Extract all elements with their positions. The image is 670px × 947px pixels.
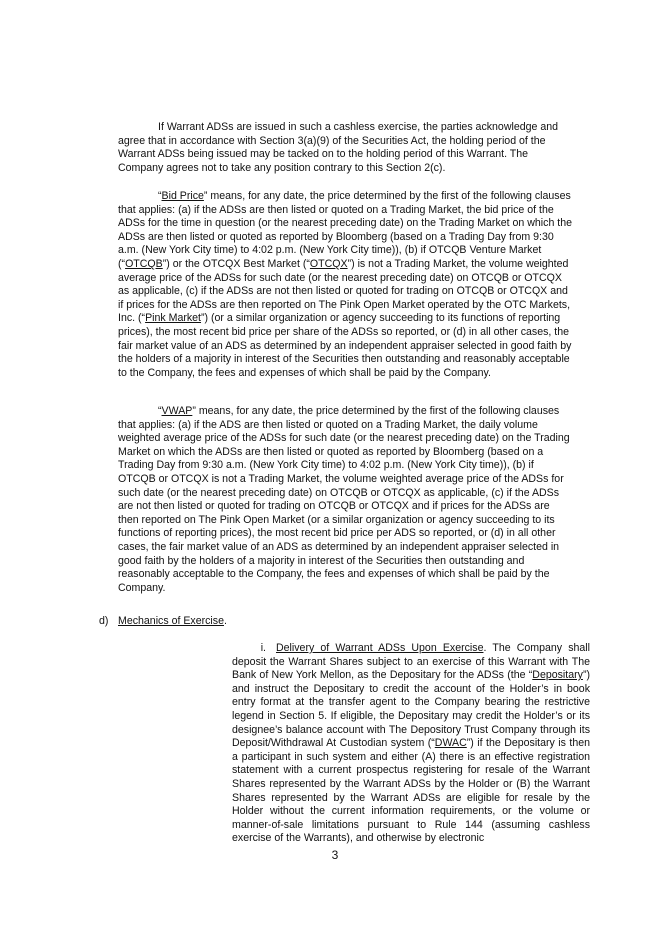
pink-market-term: Pink Market xyxy=(145,312,202,325)
subsection-i-title: Delivery of Warrant ADSs Upon Exercise xyxy=(276,642,484,654)
dwac-term: DWAC xyxy=(434,737,467,750)
paragraph-vwap-definition: “VWAP” means, for any date, the price determined by the first of the following clauses that applies: (a) if the ADS are then listed or quoted on a Trading Market, the daily volume weighted average price of the ADSs for such date (or the nearest preceding date) on the Trading Market on which the ADSs are then listed or quoted as reported by Bloomberg (based on a Trading Day from 9:30 a.m. (New York City time) to 4:02 p.m. (New York City time)), (b) if OTCQB or OTCQX is not a Trading Market, the volume weighted average price of the ADSs for such date (or the nearest preceding date) on OTCQB or OTCQX as applicable, (c) if the ADSs are not then listed or quoted for trading on OTCQB or OTCQX and if prices for the ADSs are then reported on The Pink Open Market (or a similar organization or agency succeeding to its functions of reporting prices), the most recent bid price per ADS so reported, or (d) in all other cases, the fair market value of an ADS as determined by an independent appraiser selected in good faith by the holders of a majority in interest of the Securities then outstanding and reasonably acceptable to the Company, the fees and expenses of which shall be paid by the Company. xyxy=(118,405,570,594)
section-d-heading: d) Mechanics of Exercise. xyxy=(99,615,227,627)
otcqb-term: OTCQB xyxy=(125,257,163,270)
paragraph-cashless-holding-period: If Warrant ADSs are issued in such a cashless exercise, the parties acknowledge and agree that in accordance with Section 3(a)(9) of the Securities Act, the holding period of the Warrant ADSs being issued may be tacked on to the holding period of this Warrant. The Company agrees not to take any position contrary to this Section 2(c). xyxy=(118,121,559,174)
vwap-term: VWAP xyxy=(161,405,193,417)
section-d-title: Mechanics of Exercise xyxy=(118,615,224,627)
depositary-term: Depositary xyxy=(532,669,583,682)
subsection-i-delivery: i. Delivery of Warrant ADSs Upon Exercise. The Company shall deposit the Warrant Shares subject to an exercise of this Warrant with The Bank of New York Mellon, as the Depositary for the ADSs (the “Depositary”) and instruct the Depositary to credit the account of the Holder’s in book entry format at the transfer agent to the Company bearing the restrictive legend in Section 5. If eligible, the Depositary may credit the Holder’s or its designee’s balance account with The Depository Trust Company through its Deposit/Withdrawal At Custodian system (“DWAC”) if the Depositary is then a participant in such system and either (A) there is an effective registration statement with a current prospectus registering for resale of the Warrant Shares represented by the Warrant ADSs by the Holder or (B) the Warrant Shares represented by the Warrant ADSs are eligible for resale by the Holder without the current information requirements, or the volume or manner-of-sale limitations pursuant to Rule 144 (assuming cashless exercise of the Warrants), and otherwise by electronic xyxy=(232,642,591,845)
otcqx-term: OTCQX xyxy=(309,257,348,270)
page-number: 3 xyxy=(331,848,339,862)
paragraph-bid-price-definition: “Bid Price” means, for any date, the price determined by the first of the following clauses that applies: (a) if the ADSs are then listed or quoted on a Trading Market, the bid price of the ADSs for the time in question (or the nearest preceding date) on the Trading Market on which the ADSs are then listed or quoted as reported by Bloomberg (based on a Trading Day from 9:30 a.m. (New York City time) to 4:02 p.m. (New York City time)), (b) if OTCQB Venture Market (“OTCQB”) or the OTCQX Best Market (“OTCQX”) is not a Trading Market, the volume weighted average price of the ADSs for such date (or the nearest preceding date) on OTCQB or OTCQX as applicable, (c) if the ADSs are not then listed or quoted for trading on OTCQB or OTCQX and if prices for the ADSs are then reported on The Pink Open Market operated by the OTC Markets, Inc. (“Pink Market”) (or a similar organization or agency succeeding to its functions of reporting prices), the most recent bid price per share of the ADSs so reported, or (d) in all other cases, the fair market value of an ADS as determined by an independent appraiser selected in good faith by the holders of a majority in interest of the Securities then outstanding and reasonably acceptable to the Company, the fees and expenses of which shall be paid by the Company. xyxy=(118,190,573,379)
bid-price-term: Bid Price xyxy=(161,190,204,202)
